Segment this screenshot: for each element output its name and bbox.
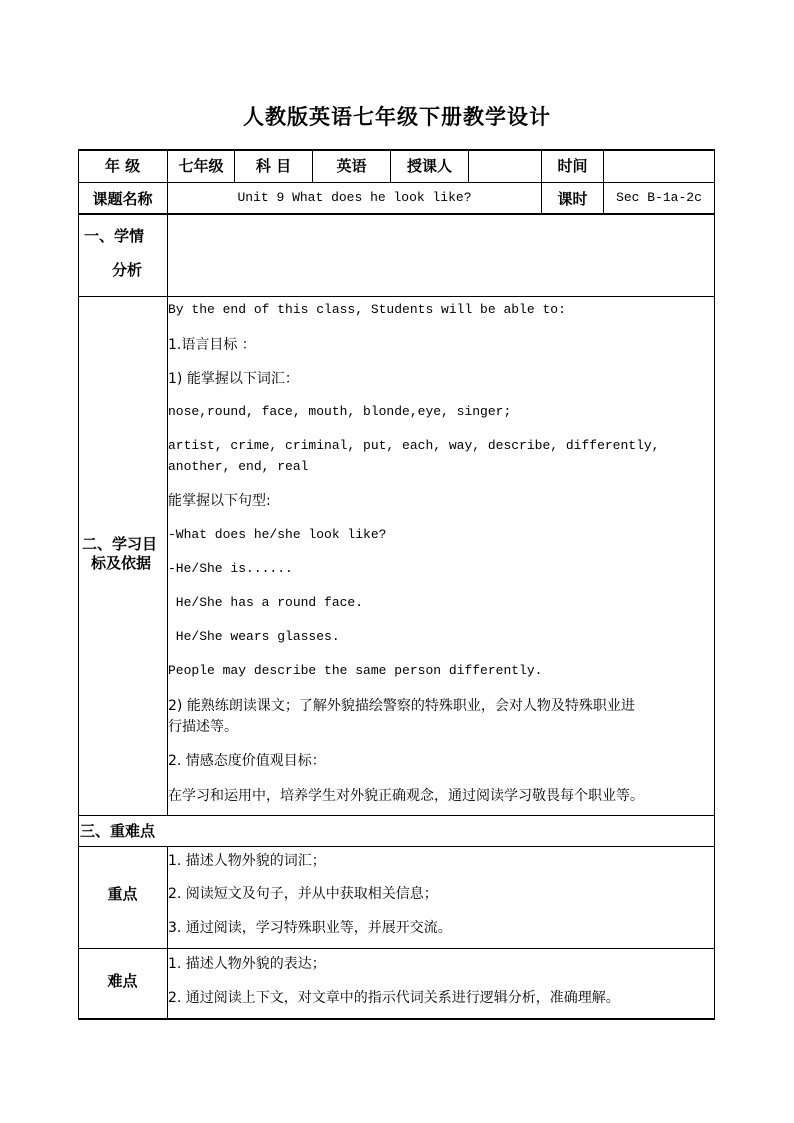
objective-line: 在学习和运用中，培养学生对外貌正确观念，通过阅读学习敬畏每个职业等。 (168, 788, 644, 804)
section2-label-line1: 二、学习目 (82, 535, 158, 553)
subject-value: 英语 (336, 157, 367, 175)
section1-label-line1: 一、学情 (84, 227, 145, 245)
difficult-point-item: 1. 描述人物外貌的表达； (168, 956, 326, 972)
objective-line: He/She has a round face. (168, 595, 364, 610)
page-title: 人教版英语七年级下册教学设计 (243, 104, 551, 129)
topic-label: 课题名称 (92, 190, 153, 208)
key-point-item: 1. 描述人物外貌的词汇； (168, 853, 326, 869)
objective-line: artist, crime, criminal, put, each, way, describe, differently, (168, 438, 660, 453)
section2-label-line2: 标及依据 (91, 554, 152, 572)
objective-line: another, end, real (168, 459, 309, 474)
subject-label: 科 目 (255, 157, 292, 175)
topic-value: Unit 9 What does he look like? (237, 190, 472, 205)
objective-line: -What does he/she look like? (168, 527, 387, 542)
key-point-item: 3. 通过阅读，学习特殊职业等，并展开交流。 (168, 920, 452, 936)
objective-line: He/She wears glasses. (168, 629, 340, 644)
objective-line: 1) 能掌握以下词汇： (168, 371, 299, 387)
teacher-label: 授课人 (406, 157, 452, 175)
section1-label-line2: 分析 (112, 261, 143, 279)
section3-label: 三、重难点 (80, 822, 156, 840)
period-value: Sec B-1a-2c (616, 190, 702, 205)
grade-value: 七年级 (178, 157, 224, 175)
objective-line: 1.语言目标 ： (168, 337, 256, 353)
objective-line: 能掌握以下句型: (168, 493, 271, 509)
objective-line: 2. 情感态度价值观目标： (168, 753, 326, 769)
key-points-label: 重点 (107, 885, 138, 903)
key-point-item: 2. 阅读短文及句子，并从中获取相关信息； (168, 886, 438, 902)
period-label: 课时 (557, 190, 588, 208)
difficult-point-item: 2. 通过阅读上下文，对文章中的指示代词关系进行逻辑分析，准确理解。 (168, 990, 620, 1006)
objective-line: nose,round, face, mouth, blonde,eye, singer; (168, 404, 512, 419)
objective-line: 2) 能熟练朗读课文；了解外貌描绘警察的特殊职业，会对人物及特殊职业进 (168, 698, 635, 714)
objective-line: By the end of this class, Students will be able to: (168, 302, 566, 317)
difficult-points-label: 难点 (107, 972, 138, 990)
objective-line: 行描述等。 (168, 719, 238, 735)
grade-label: 年 级 (104, 157, 141, 175)
objective-line: People may describe the same person differently. (168, 663, 543, 678)
objective-line: -He/She is...... (168, 561, 293, 576)
time-label: 时间 (557, 157, 588, 175)
